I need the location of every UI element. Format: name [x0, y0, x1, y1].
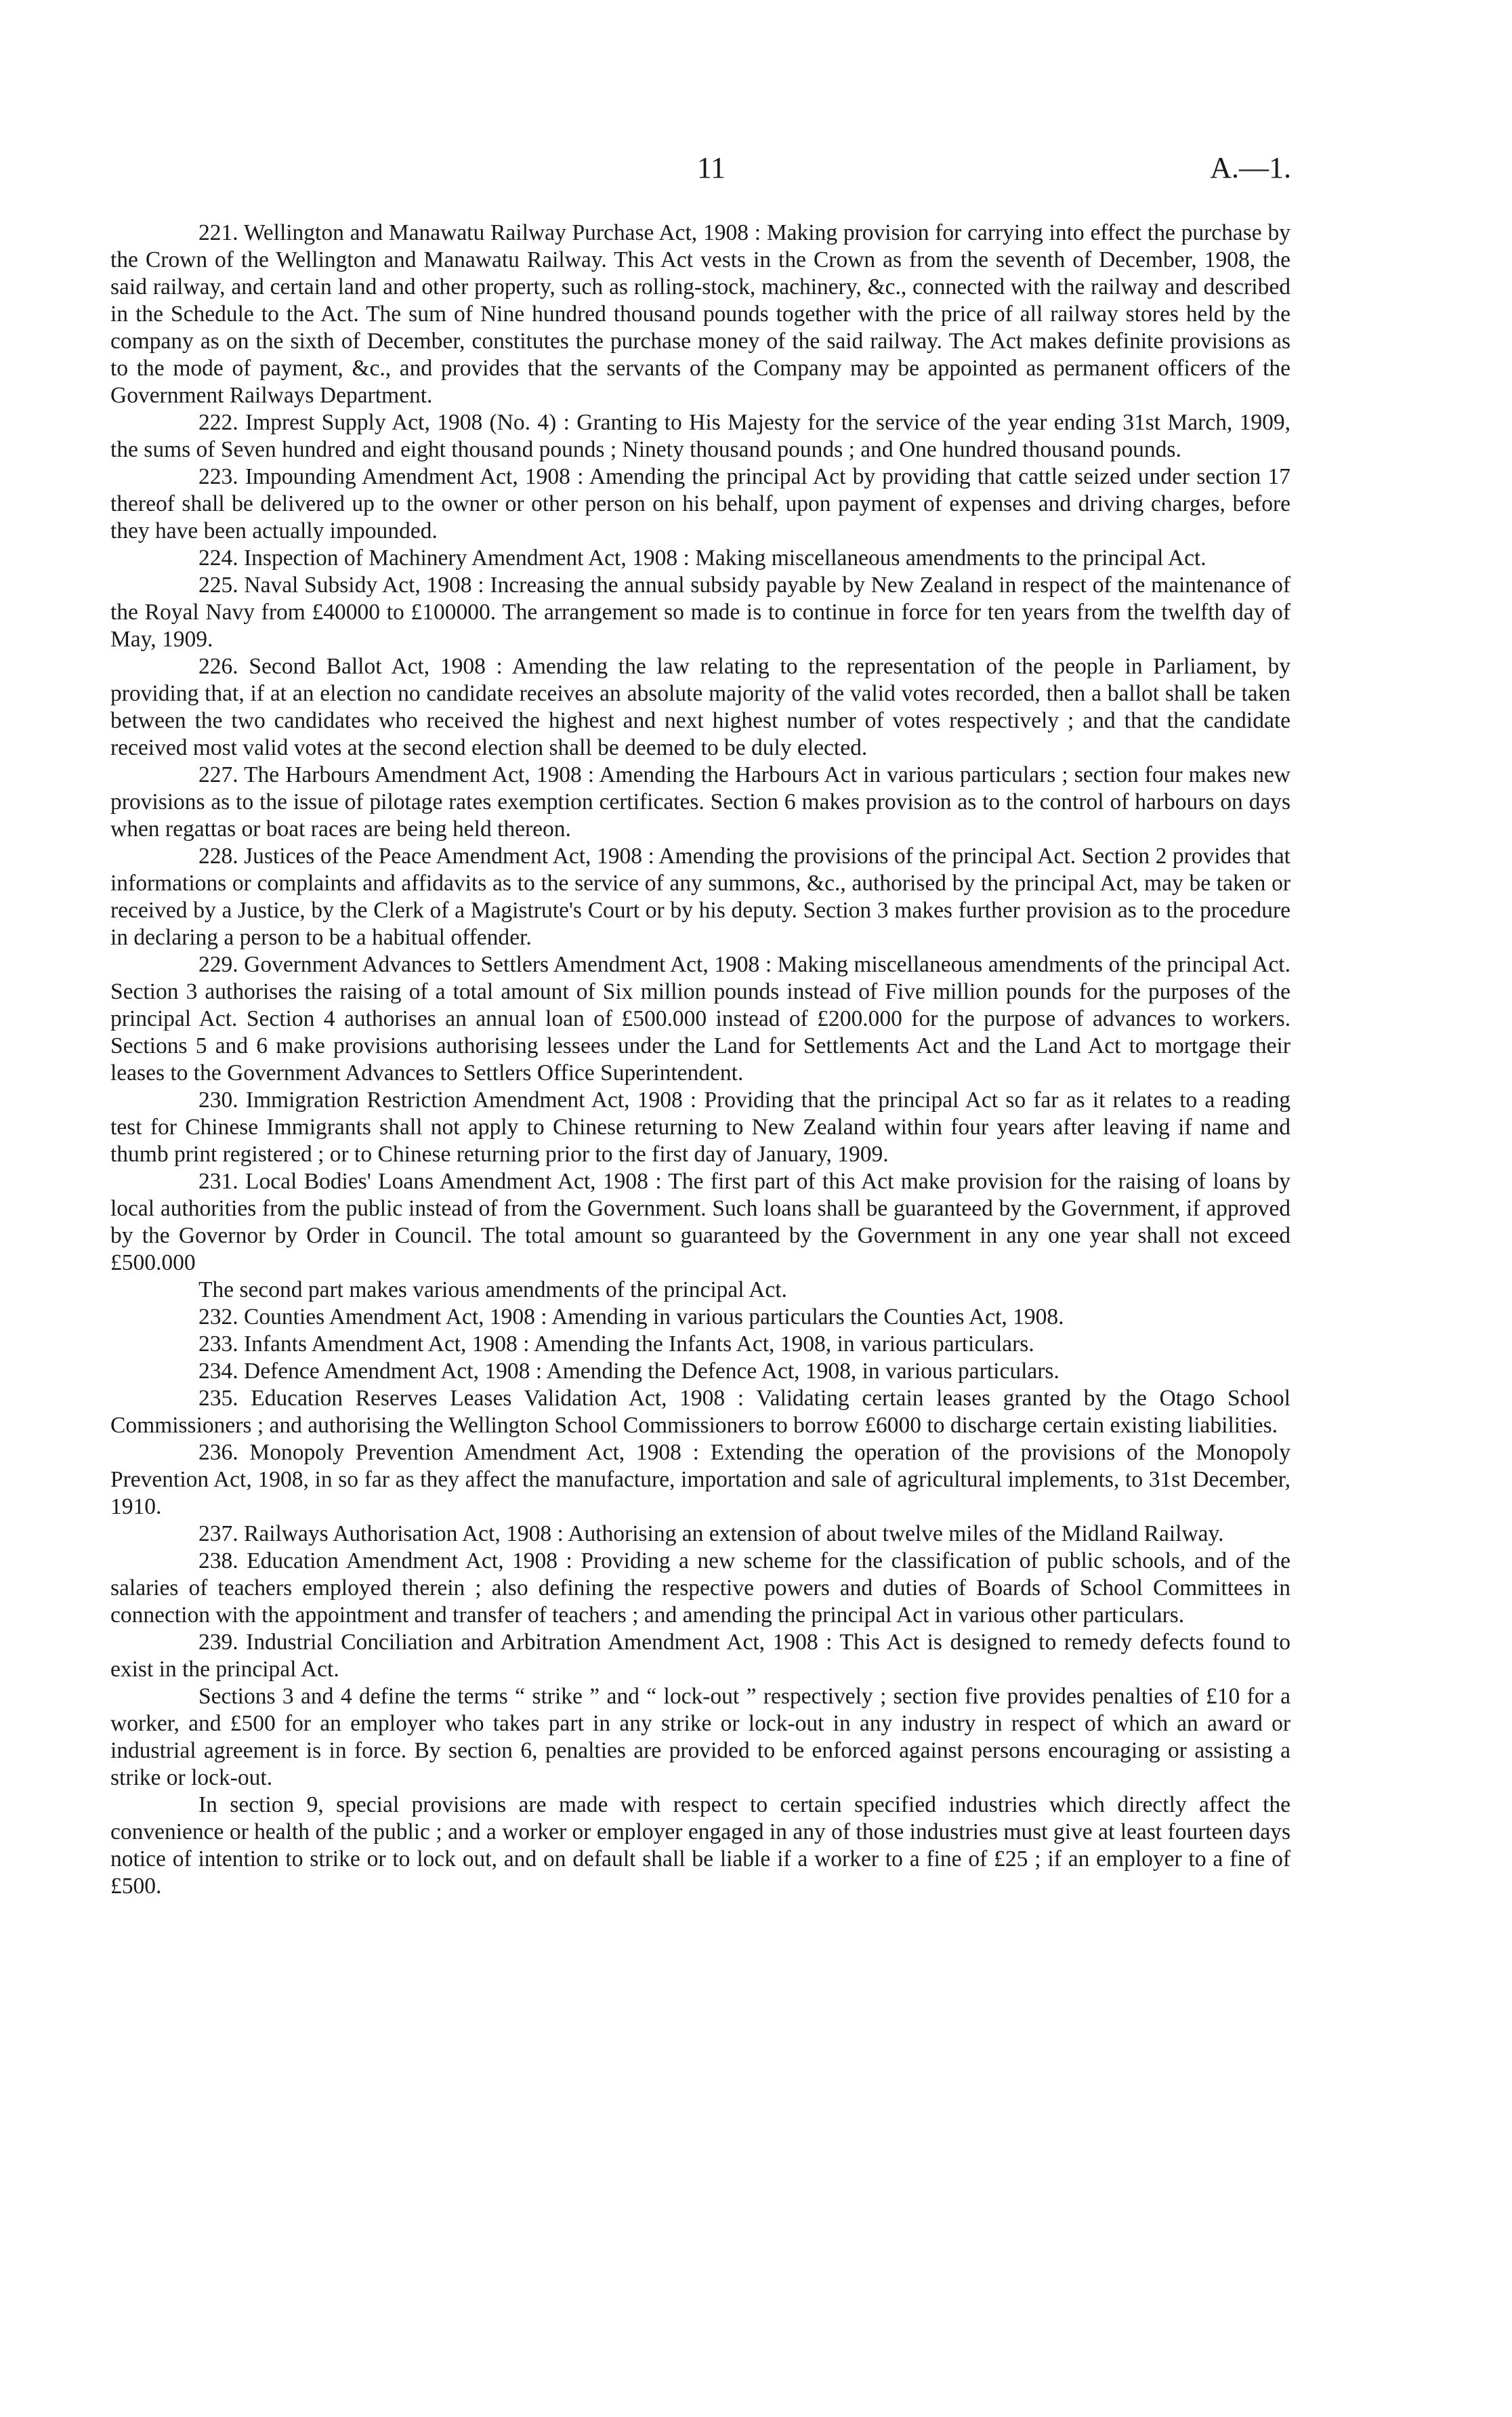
paragraph-229: 229. Government Advances to Settlers Amendment Act, 1908 : Making miscellaneous amendments of the principal Act. Section 3 authorises the raising of a total amount of Six million pounds instead of Five million pounds for the purposes of the principal Act. Section 4 authorises an annual loan of £500.000 instead of £200.000 for the purpose of advances to workers. Sections 5 and 6 make provisions authorising lessees under the Land for Settlements Act and the Land Act to mortgage their leases to the Government Advances to Settlers Office Superintendent.: [110, 952, 1290, 1086]
paragraph-230: 230. Immigration Restriction Amendment Act, 1908 : Providing that the principal Act so far as it relates to a reading test for Chinese Immigrants shall not apply to Chinese returning to New Zealand within four years after leaving if name and thumb print registered ; or to Chinese returning prior to the first day of January, 1909.: [110, 1088, 1290, 1167]
paragraph-221: 221. Wellington and Manawatu Railway Purchase Act, 1908 : Making provision for carrying into effect the purchase by the Crown of the Wellington and Manawatu Railway. This Act vests in the Crown as from the seventh of December, 1908, the said railway, and certain land and other property, such as rolling-stock, machinery, &c., connected with the railway and described in the Schedule to the Act. The sum of Nine hundred thousand pounds together with the price of all railway stores held by the company as on the sixth of December, constitutes the purchase money of the said railway. The Act makes definite provisions as to the mode of payment, &c., and provides that the servants of the Company may be appointed as permanent officers of the Government Railways Department.: [110, 220, 1290, 408]
paragraph-231-continued: The second part makes various amendments of the principal Act.: [198, 1277, 787, 1302]
paragraph-223: 223. Impounding Amendment Act, 1908 : Amending the principal Act by providing that cattle seized under section 17 thereof shall be delivered up to the owner or other person on his behalf, upon payment of expenses and driving charges, before they have been actually impounded.: [110, 464, 1290, 543]
paragraph-233: 233. Infants Amendment Act, 1908 : Amending the Infants Act, 1908, in various particulars.: [198, 1331, 1034, 1357]
paragraph-237: 237. Railways Authorisation Act, 1908 : Authorising an extension of about twelve miles of the Midland Railway.: [198, 1521, 1224, 1546]
paragraph-222: 222. Imprest Supply Act, 1908 (No. 4) : Granting to His Majesty for the service of the year ending 31st March, 1909, the sums of Seven hundred and eight thousand pounds ; Ninety thousand pounds ; and One hundred thousand pounds.: [110, 410, 1290, 462]
paragraph-232: 232. Counties Amendment Act, 1908 : Amending in various particulars the Counties Act, 1908.: [198, 1304, 1064, 1329]
paragraph-225: 225. Naval Subsidy Act, 1908 : Increasing the annual subsidy payable by New Zealand in respect of the maintenance of the Royal Navy from £40000 to £100000. The arrangement so made is to continue in force for ten years from the twelfth day of May, 1909.: [110, 573, 1290, 652]
paragraph-235: 235. Education Reserves Leases Validation Act, 1908 : Validating certain leases granted by the Otago School Commissioners ; and authorising the Wellington School Commissioners to borrow £6000 to discharge certain existing liabilities.: [110, 1386, 1290, 1438]
paragraph-227: 227. The Harbours Amendment Act, 1908 : Amending the Harbours Act in various particulars ; section four makes new provisions as to the issue of pilotage rates exemption certificates. Section 6 makes provision as to the control of harbours on days when regattas or boat races are being held thereon.: [110, 762, 1290, 842]
page-number: 11: [696, 151, 726, 184]
paragraph-234: 234. Defence Amendment Act, 1908 : Amending the Defence Act, 1908, in various particulars.: [198, 1359, 1059, 1384]
paragraph-239-sections-3-4: Sections 3 and 4 define the terms “ strike ” and “ lock-out ” respectively ; section five provides penalties of £10 for a worker, and £500 for an employer who takes part in any strike or lock-out in any industry in respect of which an award or industrial agreement is in force. By section 6, penalties are provided to be enforced against persons encouraging or assisting a strike or lock-out.: [110, 1684, 1290, 1790]
document-reference: A.—1.: [1210, 151, 1291, 184]
paragraph-239-section-9: In section 9, special provisions are made with respect to certain specified industries which directly affect the convenience or health of the public ; and a worker or employer engaged in any of those industries must give at least fourteen days notice of intention to strike or to lock out, and on default shall be liable if a worker to a fine of £25 ; if an employer to a fine of £500.: [110, 1792, 1290, 1899]
paragraph-236: 236. Monopoly Prevention Amendment Act, 1908 : Extending the operation of the provisions of the Monopoly Prevention Act, 1908, in so far as they affect the manufacture, importation and sale of agricultural implements, to 31st December, 1910.: [110, 1440, 1290, 1519]
paragraph-238: 238. Education Amendment Act, 1908 : Providing a new scheme for the classification of public schools, and of the salaries of teachers employed therein ; also defining the respective powers and duties of Boards of School Committees in connection with the appointment and transfer of teachers ; and amending the principal Act in various other particulars.: [110, 1548, 1290, 1628]
paragraph-228: 228. Justices of the Peace Amendment Act, 1908 : Amending the provisions of the principal Act. Section 2 provides that informations or complaints and affidavits as to the service of any summons, &c., authorised by the principal Act, may be taken or received by a Justice, by the Clerk of a Magistrute's Court or by his deputy. Section 3 makes further provision as to the procedure in declaring a person to be a habitual offender.: [110, 844, 1290, 950]
paragraph-226: 226. Second Ballot Act, 1908 : Amending the law relating to the representation of the people in Parliament, by providing that, if at an election no candidate receives an absolute majority of the valid votes recorded, then a ballot shall be taken between the two candidates who received the highest and next highest number of votes respectively ; and that the candidate received most valid votes at the second election shall be deemed to be duly elected.: [110, 654, 1290, 760]
paragraph-224: 224. Inspection of Machinery Amendment Act, 1908 : Making miscellaneous amendments to the principal Act.: [198, 545, 1206, 571]
paragraph-239: 239. Industrial Conciliation and Arbitration Amendment Act, 1908 : This Act is designed to remedy defects found to exist in the principal Act.: [110, 1630, 1290, 1682]
body-text: [110, 220, 1290, 1900]
paragraph-231: 231. Local Bodies' Loans Amendment Act, 1908 : The first part of this Act make provision for the raising of loans by local authorities from the public instead of from the Government. Such loans shall be guaranteed by the Government, if approved by the Governor by Order in Council. The total amount so guaranteed by the Government in any one year shall not exceed £500.000: [110, 1169, 1290, 1275]
